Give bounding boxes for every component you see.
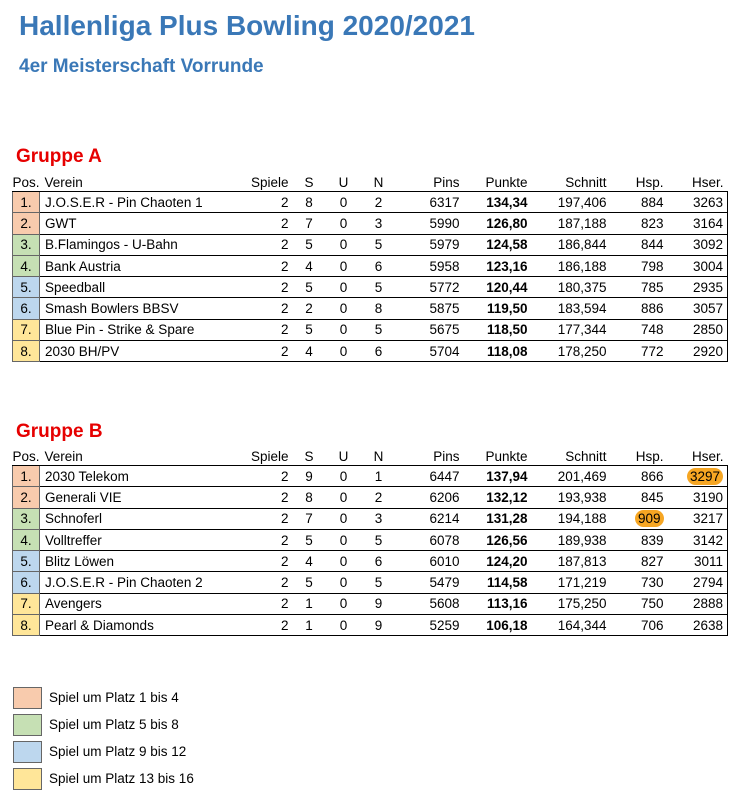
- cell-u: 0: [326, 487, 362, 508]
- cell-u: 0: [326, 277, 362, 298]
- cell-pins: 6010: [396, 551, 464, 572]
- cell-avg: 194,188: [532, 508, 611, 529]
- cell-n: 1: [362, 466, 396, 487]
- table-row: [13, 234, 728, 255]
- cell-n: 5: [362, 572, 396, 593]
- cell-hsp: 750: [611, 593, 668, 614]
- cell-team: B.Flamingos - U-Bahn: [40, 234, 242, 255]
- table-row: [13, 487, 728, 508]
- cell-avg: 178,250: [532, 341, 611, 362]
- table-row: [13, 529, 728, 550]
- cell-games: 2: [242, 487, 293, 508]
- cell-u: 0: [326, 213, 362, 234]
- cell-pos: 7.: [13, 593, 40, 614]
- cell-points: 126,56: [464, 529, 532, 550]
- cell-pins: 6447: [396, 466, 464, 487]
- cell-pos: 3.: [13, 234, 40, 255]
- cell-games: 2: [242, 466, 293, 487]
- cell-points: 120,44: [464, 277, 532, 298]
- cell-points: 113,16: [464, 593, 532, 614]
- cell-hsp: 798: [611, 255, 668, 276]
- cell-pos: 4.: [13, 529, 40, 550]
- cell-pins: 5772: [396, 277, 464, 298]
- cell-u: 0: [326, 508, 362, 529]
- cell-hser: 3142: [668, 529, 728, 550]
- cell-hser: 3263: [668, 192, 728, 213]
- cell-s: 4: [293, 551, 326, 572]
- cell-s: 4: [293, 255, 326, 276]
- cell-avg: 164,344: [532, 615, 611, 636]
- col-avg-header: Schnitt: [532, 447, 611, 466]
- cell-pos: 6.: [13, 572, 40, 593]
- table-row: [13, 572, 728, 593]
- cell-games: 2: [242, 213, 293, 234]
- cell-hsp: 844: [611, 234, 668, 255]
- cell-avg: 175,250: [532, 593, 611, 614]
- cell-n: 3: [362, 213, 396, 234]
- table-row: [13, 551, 728, 572]
- cell-hser: 2935: [668, 277, 728, 298]
- cell-avg: 171,219: [532, 572, 611, 593]
- cell-n: 3: [362, 508, 396, 529]
- cell-u: 0: [326, 466, 362, 487]
- cell-hser: 2850: [668, 319, 728, 340]
- group-a-table: [12, 173, 728, 362]
- col-s-header: S: [293, 447, 326, 466]
- cell-pins: 6214: [396, 508, 464, 529]
- cell-hsp: 785: [611, 277, 668, 298]
- cell-hser: 2638: [668, 615, 728, 636]
- cell-hser: 3190: [668, 487, 728, 508]
- cell-games: 2: [242, 593, 293, 614]
- group-b-table: [12, 447, 728, 636]
- cell-s: 4: [293, 341, 326, 362]
- cell-points: 119,50: [464, 298, 532, 319]
- table-header-row: [13, 447, 728, 466]
- cell-points: 124,58: [464, 234, 532, 255]
- page-title: Hallenliga Plus Bowling 2020/2021: [19, 10, 475, 41]
- cell-avg: 201,469: [532, 466, 611, 487]
- cell-team: J.O.S.E.R - Pin Chaoten 1: [40, 192, 242, 213]
- cell-games: 2: [242, 255, 293, 276]
- highlighted-value: 3297: [687, 468, 723, 485]
- cell-hser: 3092: [668, 234, 728, 255]
- cell-n: 6: [362, 551, 396, 572]
- cell-points: 114,58: [464, 572, 532, 593]
- cell-u: 0: [326, 192, 362, 213]
- cell-team: Blue Pin - Strike & Spare: [40, 319, 242, 340]
- cell-team: Blitz Löwen: [40, 551, 242, 572]
- table-row: [13, 298, 728, 319]
- cell-u: 0: [326, 529, 362, 550]
- cell-hser: 3057: [668, 298, 728, 319]
- col-pos-header: Pos.: [12, 448, 40, 464]
- cell-pins: 5875: [396, 298, 464, 319]
- cell-pins: 5608: [396, 593, 464, 614]
- table-row: [13, 192, 728, 213]
- cell-avg: 180,375: [532, 277, 611, 298]
- cell-pos: 2.: [13, 487, 40, 508]
- table-row: [13, 341, 728, 362]
- cell-s: 8: [293, 487, 326, 508]
- cell-pins: 6206: [396, 487, 464, 508]
- cell-hser: 3011: [668, 551, 728, 572]
- legend-swatch: [13, 741, 42, 763]
- highlighted-value: 909: [635, 510, 664, 527]
- cell-s: 7: [293, 508, 326, 529]
- col-u-header: U: [326, 173, 362, 192]
- cell-hsp: 706: [611, 615, 668, 636]
- cell-team: Schnoferl: [40, 508, 242, 529]
- cell-avg: 189,938: [532, 529, 611, 550]
- cell-hser: [668, 466, 728, 487]
- cell-pos: 7.: [13, 319, 40, 340]
- cell-pins: 5479: [396, 572, 464, 593]
- legend-swatch: [13, 768, 42, 790]
- cell-u: 0: [326, 319, 362, 340]
- cell-hsp: 827: [611, 551, 668, 572]
- cell-hser: 3164: [668, 213, 728, 234]
- table-row: [13, 466, 728, 487]
- cell-pos: 4.: [13, 255, 40, 276]
- cell-hser: 2920: [668, 341, 728, 362]
- cell-points: 118,50: [464, 319, 532, 340]
- col-pins-header: Pins: [396, 447, 464, 466]
- cell-hsp: 823: [611, 213, 668, 234]
- cell-pins: 5704: [396, 341, 464, 362]
- cell-u: 0: [326, 298, 362, 319]
- cell-pos: 3.: [13, 508, 40, 529]
- cell-pins: 6078: [396, 529, 464, 550]
- cell-s: 2: [293, 298, 326, 319]
- cell-points: 106,18: [464, 615, 532, 636]
- cell-n: 5: [362, 319, 396, 340]
- cell-pins: 6317: [396, 192, 464, 213]
- cell-avg: 193,938: [532, 487, 611, 508]
- col-s-header: S: [293, 173, 326, 192]
- cell-games: 2: [242, 529, 293, 550]
- cell-n: 2: [362, 192, 396, 213]
- legend-item-1-4: [13, 687, 273, 709]
- cell-pos: 2.: [13, 213, 40, 234]
- col-pos-header: Pos.: [12, 174, 40, 190]
- cell-pos: 5.: [13, 277, 40, 298]
- cell-hsp: [611, 508, 668, 529]
- cell-avg: 197,406: [532, 192, 611, 213]
- cell-avg: 187,188: [532, 213, 611, 234]
- col-avg-header: Schnitt: [532, 173, 611, 192]
- cell-team: 2030 BH/PV: [40, 341, 242, 362]
- cell-avg: 186,844: [532, 234, 611, 255]
- cell-points: 132,12: [464, 487, 532, 508]
- cell-points: 126,80: [464, 213, 532, 234]
- cell-pos: 1.: [13, 466, 40, 487]
- legend-item-9-12: [13, 741, 273, 763]
- cell-hser: 3217: [668, 508, 728, 529]
- table-row: [13, 615, 728, 636]
- col-pins-header: Pins: [396, 173, 464, 192]
- col-hsp-header: Hsp.: [611, 447, 668, 466]
- cell-avg: 186,188: [532, 255, 611, 276]
- cell-pins: 5979: [396, 234, 464, 255]
- cell-pins: 5990: [396, 213, 464, 234]
- col-hser-header: Hser.: [668, 447, 728, 466]
- col-team-header: Verein: [40, 447, 242, 466]
- cell-hser: 2794: [668, 572, 728, 593]
- cell-s: 9: [293, 466, 326, 487]
- cell-hsp: 772: [611, 341, 668, 362]
- cell-team: Bank Austria: [40, 255, 242, 276]
- cell-games: 2: [242, 615, 293, 636]
- cell-team: Speedball: [40, 277, 242, 298]
- legend-label: Spiel um Platz 9 bis 12: [49, 744, 187, 759]
- cell-u: 0: [326, 551, 362, 572]
- cell-s: 1: [293, 593, 326, 614]
- cell-team: Volltreffer: [40, 529, 242, 550]
- cell-hsp: 839: [611, 529, 668, 550]
- cell-s: 5: [293, 277, 326, 298]
- legend-item-13-16: [13, 768, 273, 790]
- table-row: [13, 213, 728, 234]
- cell-games: 2: [242, 319, 293, 340]
- cell-team: Generali VIE: [40, 487, 242, 508]
- cell-games: 2: [242, 508, 293, 529]
- table-header-row: [13, 173, 728, 192]
- col-games-header: Spiele: [242, 173, 293, 192]
- cell-pos: 6.: [13, 298, 40, 319]
- cell-avg: 183,594: [532, 298, 611, 319]
- cell-pos: 8.: [13, 615, 40, 636]
- legend-swatch: [13, 714, 42, 736]
- cell-s: 7: [293, 213, 326, 234]
- cell-s: 1: [293, 615, 326, 636]
- cell-points: 134,34: [464, 192, 532, 213]
- cell-pins: 5675: [396, 319, 464, 340]
- cell-n: 6: [362, 341, 396, 362]
- cell-s: 5: [293, 529, 326, 550]
- cell-hsp: 845: [611, 487, 668, 508]
- table-row: [13, 277, 728, 298]
- cell-pos: 5.: [13, 551, 40, 572]
- cell-s: 5: [293, 319, 326, 340]
- cell-s: 5: [293, 234, 326, 255]
- cell-pins: 5958: [396, 255, 464, 276]
- col-hser-header: Hser.: [668, 173, 728, 192]
- cell-points: 131,28: [464, 508, 532, 529]
- cell-pos: 1.: [13, 192, 40, 213]
- cell-avg: 177,344: [532, 319, 611, 340]
- cell-n: 9: [362, 615, 396, 636]
- col-points-header: Punkte: [464, 447, 532, 466]
- cell-hser: 2888: [668, 593, 728, 614]
- cell-team: 2030 Telekom: [40, 466, 242, 487]
- col-games-header: Spiele: [242, 447, 293, 466]
- cell-games: 2: [242, 277, 293, 298]
- col-n-header: N: [362, 173, 396, 192]
- table-row: [13, 255, 728, 276]
- cell-games: 2: [242, 234, 293, 255]
- cell-team: J.O.S.E.R - Pin Chaoten 2: [40, 572, 242, 593]
- cell-n: 8: [362, 298, 396, 319]
- cell-u: 0: [326, 341, 362, 362]
- cell-s: 5: [293, 572, 326, 593]
- cell-pos: 8.: [13, 341, 40, 362]
- col-n-header: N: [362, 447, 396, 466]
- cell-points: 124,20: [464, 551, 532, 572]
- cell-points: 118,08: [464, 341, 532, 362]
- cell-n: 6: [362, 255, 396, 276]
- col-u-header: U: [326, 447, 362, 466]
- cell-hsp: 866: [611, 466, 668, 487]
- cell-u: 0: [326, 593, 362, 614]
- cell-avg: 187,813: [532, 551, 611, 572]
- cell-games: 2: [242, 298, 293, 319]
- cell-games: 2: [242, 192, 293, 213]
- table-row: [13, 508, 728, 529]
- group-a-title: Gruppe A: [16, 146, 102, 167]
- cell-hsp: 886: [611, 298, 668, 319]
- cell-games: 2: [242, 341, 293, 362]
- group-b-title: Gruppe B: [16, 421, 103, 442]
- table-row: [13, 593, 728, 614]
- col-points-header: Punkte: [464, 173, 532, 192]
- col-team-header: Verein: [40, 173, 242, 192]
- cell-u: 0: [326, 572, 362, 593]
- cell-s: 8: [293, 192, 326, 213]
- cell-n: 2: [362, 487, 396, 508]
- page-subtitle: 4er Meisterschaft Vorrunde: [19, 56, 264, 77]
- cell-n: 5: [362, 234, 396, 255]
- cell-team: Smash Bowlers BBSV: [40, 298, 242, 319]
- cell-hsp: 884: [611, 192, 668, 213]
- cell-hsp: 748: [611, 319, 668, 340]
- legend-swatch: [13, 687, 42, 709]
- cell-points: 123,16: [464, 255, 532, 276]
- cell-u: 0: [326, 234, 362, 255]
- cell-n: 5: [362, 529, 396, 550]
- cell-team: Avengers: [40, 593, 242, 614]
- cell-team: Pearl & Diamonds: [40, 615, 242, 636]
- cell-n: 9: [362, 593, 396, 614]
- cell-u: 0: [326, 255, 362, 276]
- table-row: [13, 319, 728, 340]
- cell-hsp: 730: [611, 572, 668, 593]
- legend-item-5-8: [13, 714, 273, 736]
- col-hsp-header: Hsp.: [611, 173, 668, 192]
- legend-label: Spiel um Platz 13 bis 16: [49, 771, 194, 786]
- cell-points: 137,94: [464, 466, 532, 487]
- cell-games: 2: [242, 572, 293, 593]
- cell-team: GWT: [40, 213, 242, 234]
- cell-u: 0: [326, 615, 362, 636]
- cell-n: 5: [362, 277, 396, 298]
- cell-hser: 3004: [668, 255, 728, 276]
- cell-games: 2: [242, 551, 293, 572]
- cell-pins: 5259: [396, 615, 464, 636]
- legend-label: Spiel um Platz 1 bis 4: [49, 690, 179, 705]
- legend-label: Spiel um Platz 5 bis 8: [49, 717, 179, 732]
